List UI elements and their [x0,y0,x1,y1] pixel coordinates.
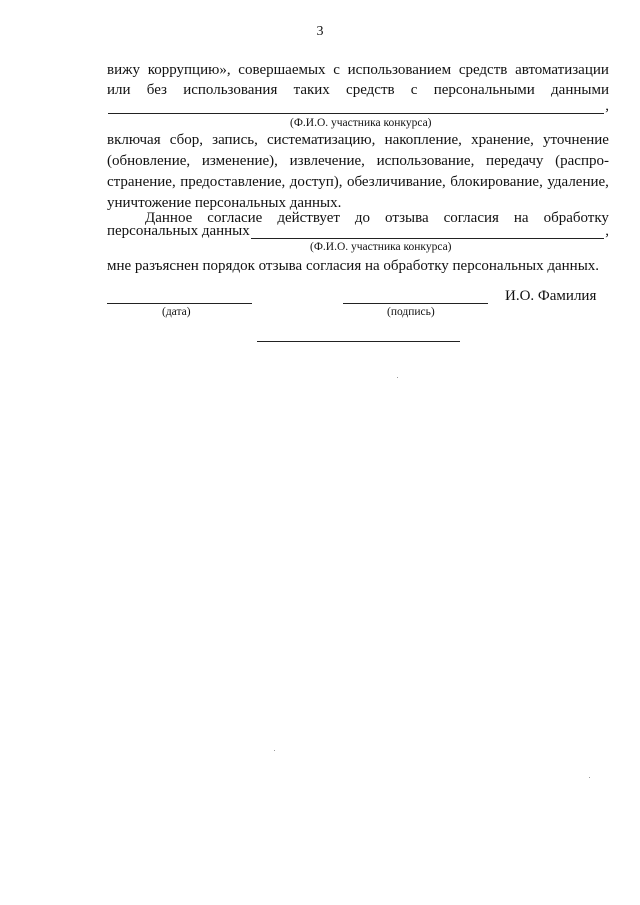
word: или [107,82,131,98]
word: вижу [107,62,140,78]
word: использованием [347,62,452,78]
word: уточнение [543,132,609,148]
word: согласие [207,210,263,226]
word: передачу [486,153,544,169]
word: сбор, [169,132,203,148]
word: до [354,210,371,226]
word: персональными [433,82,535,98]
signature-line[interactable] [343,303,488,304]
word: совершаемых [238,62,326,78]
date-caption: (дата) [162,306,191,318]
word: запись, [212,132,258,148]
word: действует [277,210,340,226]
scan-speck [397,377,398,378]
paragraph-1-line-7: уничтожение персональных данных. [107,195,342,211]
word: Данное [145,210,193,226]
word: (обновление, [107,153,191,169]
word: систематизацию, [267,132,376,148]
name-underline-1[interactable] [108,99,604,114]
word: удаление, [547,174,609,190]
word: данными [551,82,609,98]
date-line[interactable] [107,303,252,304]
signer-name: И.О. Фамилия [505,288,597,304]
word: с [410,82,418,98]
paragraph-1-line-2 [107,80,609,100]
word: обезличивание, [347,174,446,190]
word: на [513,210,529,226]
word: с [333,62,340,78]
paragraph-2-prefix: персональных данных [107,223,250,239]
word: хранение, [471,132,534,148]
signature-caption: (подпись) [387,306,435,318]
word: коррупцию», [147,62,231,78]
word: средств [458,62,508,78]
word: извлечение, [289,153,365,169]
word: использование, [376,153,475,169]
word: (распро- [555,153,609,169]
word: включая [107,132,161,148]
scan-speck [274,750,275,751]
word: таких [293,82,330,98]
scan-speck [589,777,590,778]
word: автоматизации [515,62,609,78]
word: использования [183,82,278,98]
name-blank-line-1 [107,98,609,116]
word: доступ), [289,174,343,190]
word: накопление, [384,132,462,148]
page-number: 3 [316,24,324,39]
word: изменение), [201,153,278,169]
name-caption-1: (Ф.И.О. участника конкурса) [290,117,432,129]
word: блокирование, [450,174,543,190]
word: средств [346,82,395,98]
word: странение, [107,174,176,190]
word: предоставление, [180,174,286,190]
word: без [146,82,167,98]
name-caption-2: (Ф.И.О. участника конкурса) [310,241,452,253]
name-underline-2[interactable] [251,224,604,239]
word: согласия [443,210,499,226]
name-blank-line-2 [107,223,609,241]
paragraph-1-line-5 [107,151,609,171]
paragraph-1-line-6 [107,172,609,192]
paragraph-1-line-4 [107,130,609,150]
paragraph-2-line-3: мне разъяснен порядок отзыва согласия на обработку персональных данных. [107,258,600,274]
word: отзыва [385,210,429,226]
trailing-comma: , [605,223,609,239]
paragraph-1-line-1 [107,60,609,80]
closing-rule [257,341,460,342]
word: обработку [543,210,609,226]
trailing-comma: , [605,98,609,114]
